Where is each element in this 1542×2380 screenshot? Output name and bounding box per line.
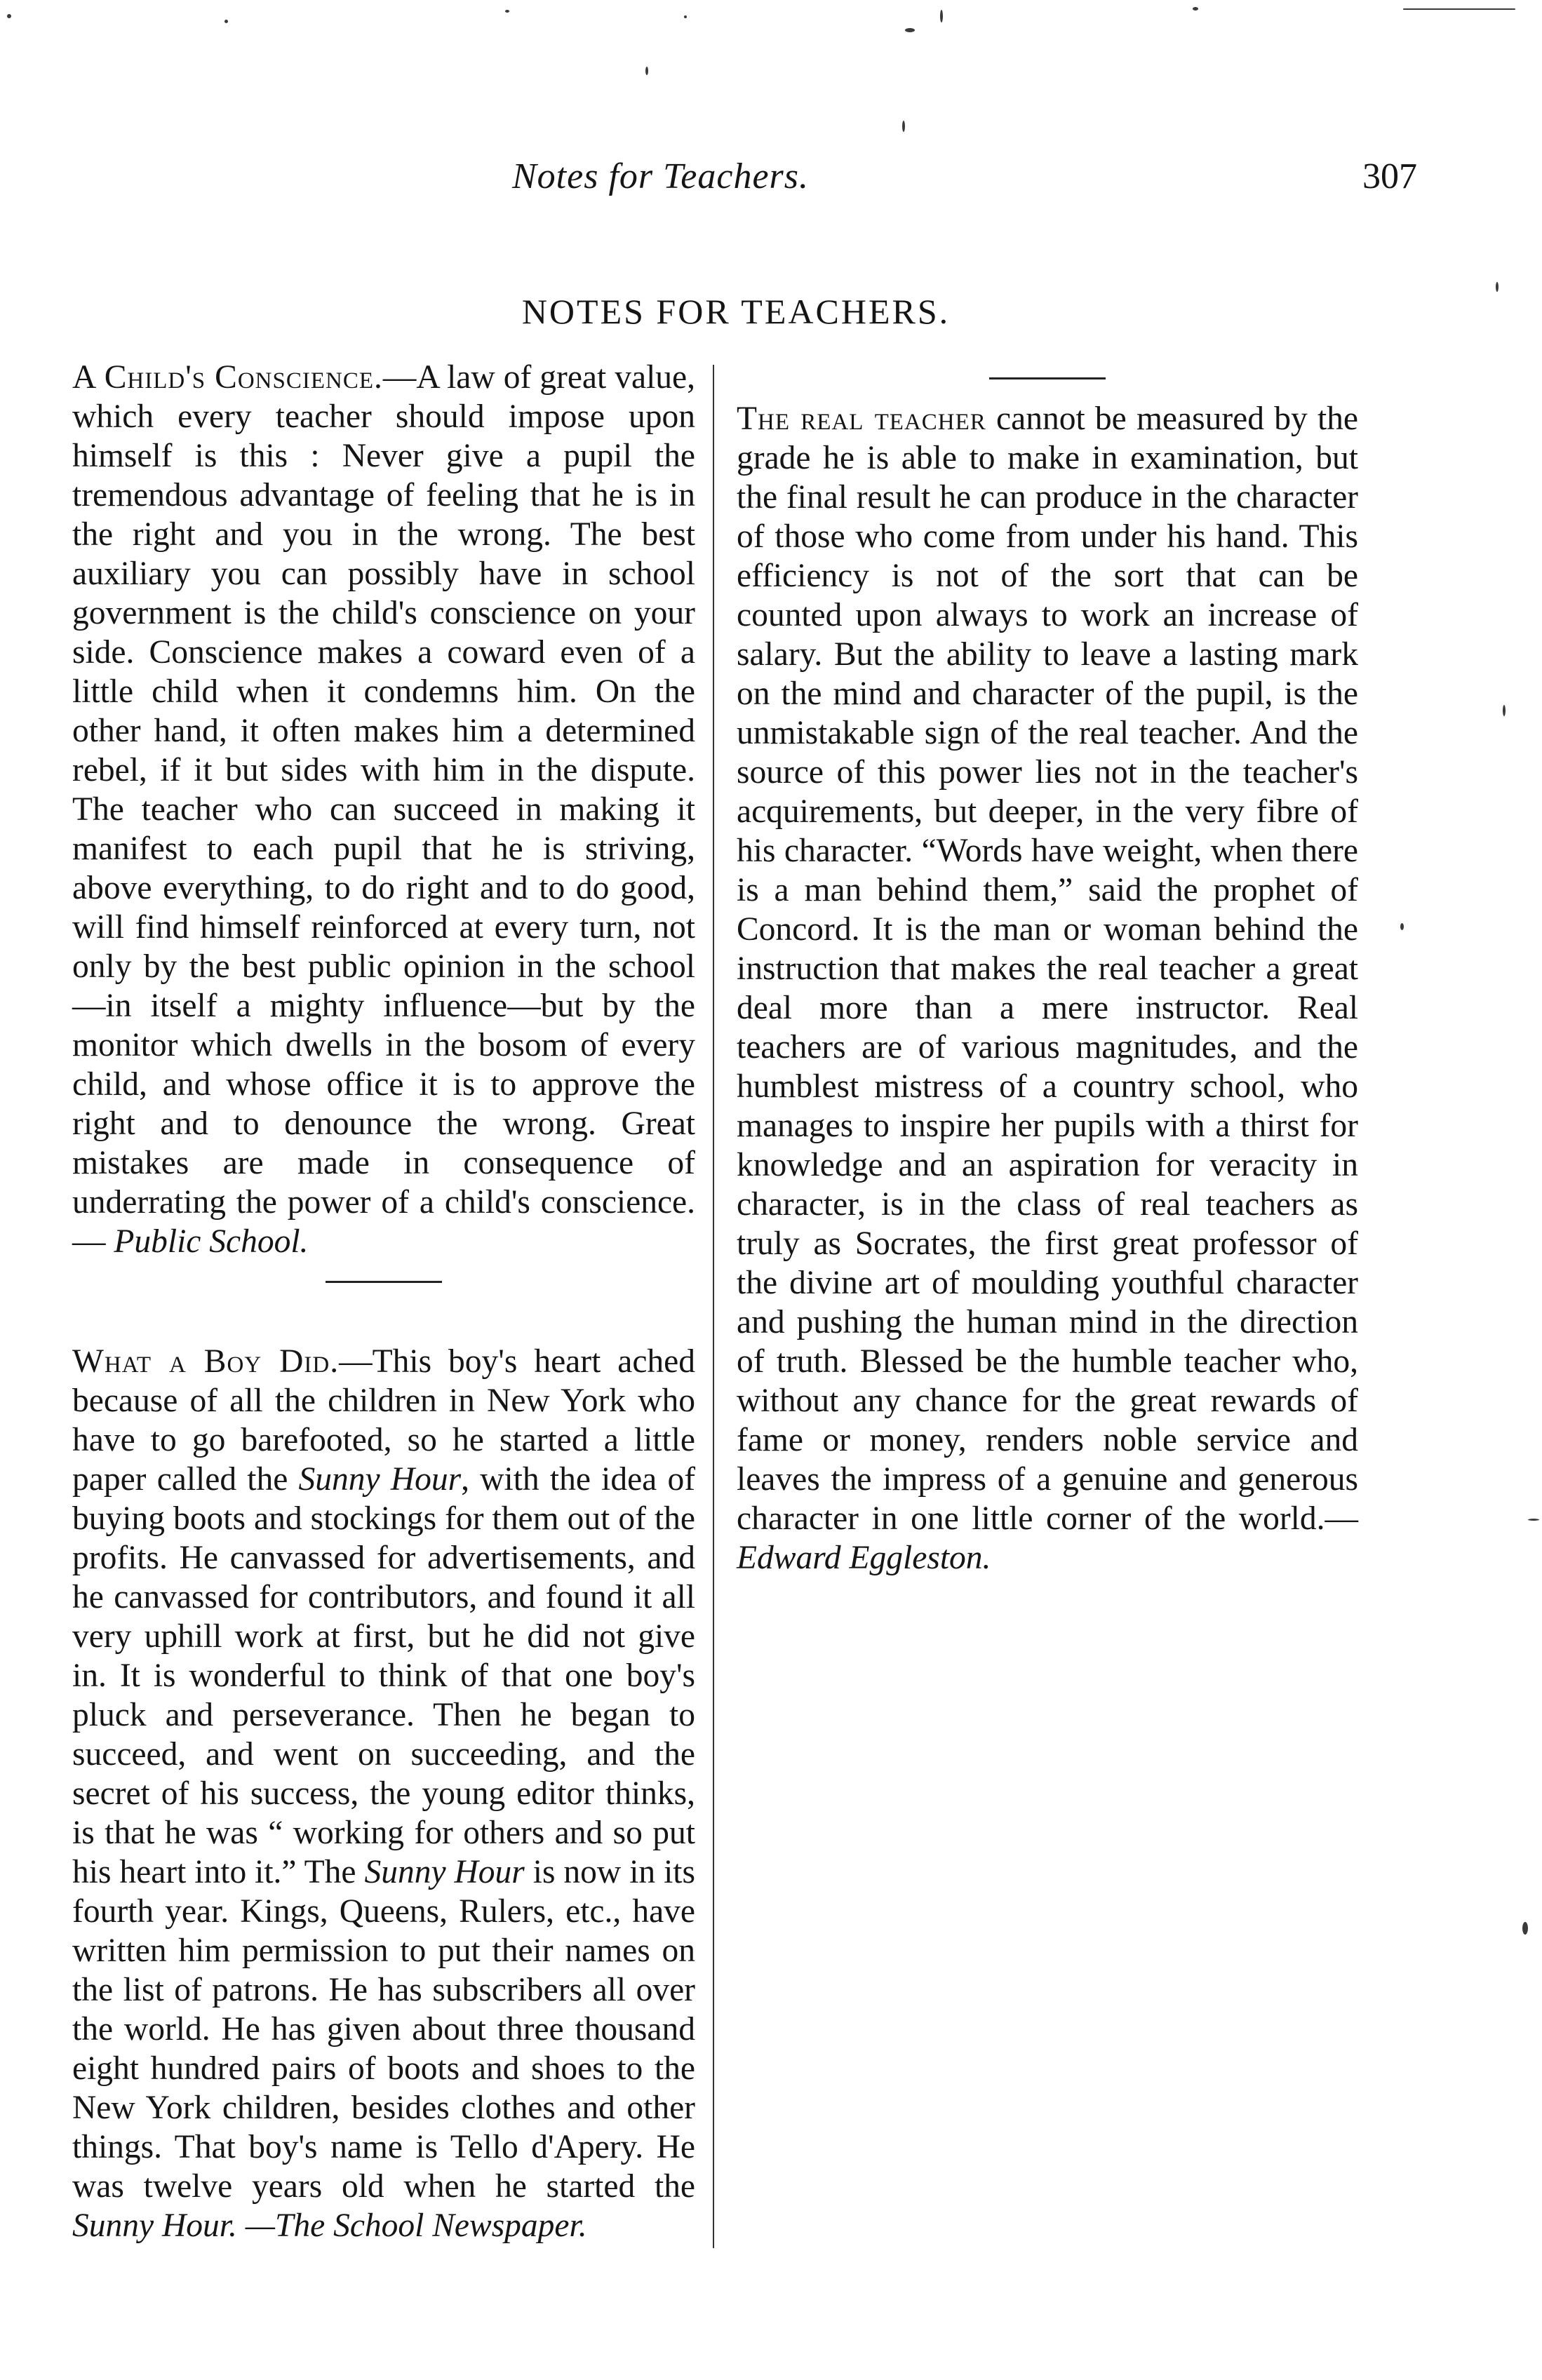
article-body: , with the idea of buying boots and stockings for them out of the profits. He canvassed for advertisements, and he canvassed for contributors, and found it all very uphill work at first, but he did not give in. It is wonderful to think of that one boy's pluck and perseverance. Then he began to succeed, and went on succeeding, and the secret of his success, the young editor thinks, is that he was “ working for others and so put his heart into it.” The (72, 1461, 696, 1890)
paper-title: Sunny Hour (364, 1854, 525, 1890)
page-number: 307 (1362, 156, 1417, 196)
right-column (737, 358, 1358, 1578)
article-source: Public School. (114, 1223, 309, 1260)
paper-title: Sunny Hour (298, 1461, 462, 1498)
article-childs-conscience (72, 358, 695, 1261)
article-body: cannot be measured by the grade he is able to make in examination, but the final result he can produce in the character of those who come from under his hand. This efficiency is not of the sort that can be counted upon always to work an increase of salary. But the ability to leave a lasting mark on the mind and character of the pupil, is the unmistakable sign of the real teacher. And the source of this power lies not in the teacher's acquirements, but deeper, in the very fibre of his character. “Words have weight, when there is a man behind them,” said the prophet of Concord. It is the man or woman behind the instruction that makes the real teacher a great deal more than a mere instructor. Real teachers are of various magnitudes, and the humblest mistress of a country school, who manages to inspire her pupils with a thirst for knowledge and an aspiration for veracity in character, is in the class of real teachers as truly as Socrates, the first great professor of the divine art of moulding youthful character and pushing the human mind in the direction of truth. Blessed be the humble teacher who, without any chance for the great rewards of fame or money, renders noble service and leaves the impress of a genuine and generous character in one little corner of the world.— (737, 401, 1358, 1537)
article-heading: What a Boy Did. (72, 1343, 340, 1380)
article-body: is now in its fourth year. Kings, Queens, Rulers, etc., have written him permission to put their names on the list of patrons. He has subscribers all over the world. He has given about three thousand eight hundred pairs of boots and shoes to the New York children, besides clothes and other things. That boy's name is Tello d'Apery. He was twelve years old when he started the (72, 1854, 695, 2205)
article-paragraph (72, 1342, 695, 2245)
article-source: Edward Eggleston. (737, 1540, 991, 1576)
article-paragraph (737, 399, 1358, 1578)
section-title: NOTES FOR TEACHERS. (521, 292, 951, 331)
article-separator (326, 1281, 442, 1283)
article-what-a-boy-did (72, 1342, 695, 2245)
article-paragraph (72, 358, 695, 1261)
article-source: —The School Newspaper. (245, 2207, 587, 2244)
article-body: —This boy's heart ached because of all the children in New York who have to go barefooted, so he started a little paper called the (72, 1343, 695, 1498)
article-body: —A law of great value, which every teacher should impose upon himself is this : Never give a pupil the tremendous advantage of feeling that he is in the right and you in the wrong. The best auxiliary you can possibly have in school government is the child's conscience on your side. Conscience makes a coward even of a little child when it condemns him. On the other hand, it often makes him a determined rebel, if it but sides with him in the dispute. The teacher who can succeed in making it manifest to each pupil that he is striving, above everything, to do right and to do good, will find himself reinforced at every turn, not only by the best public opinion in the school—in itself a mighty influence—but by the monitor which dwells in the bosom of every child, and whose office it is to approve the right and to denounce the wrong. Great mistakes are made in consequence of underrating the power of a child's conscience. — (72, 359, 695, 1260)
left-column (72, 358, 695, 2245)
article-real-teacher (737, 399, 1358, 1578)
article-heading: The real teacher (737, 401, 986, 437)
article-separator (989, 377, 1106, 379)
running-title: Notes for Teachers. (512, 156, 809, 196)
column-divider (713, 365, 714, 2248)
running-head (512, 156, 1417, 205)
article-heading: A Child's Conscience. (72, 359, 383, 396)
paper-title: Sunny Hour. (72, 2207, 237, 2244)
